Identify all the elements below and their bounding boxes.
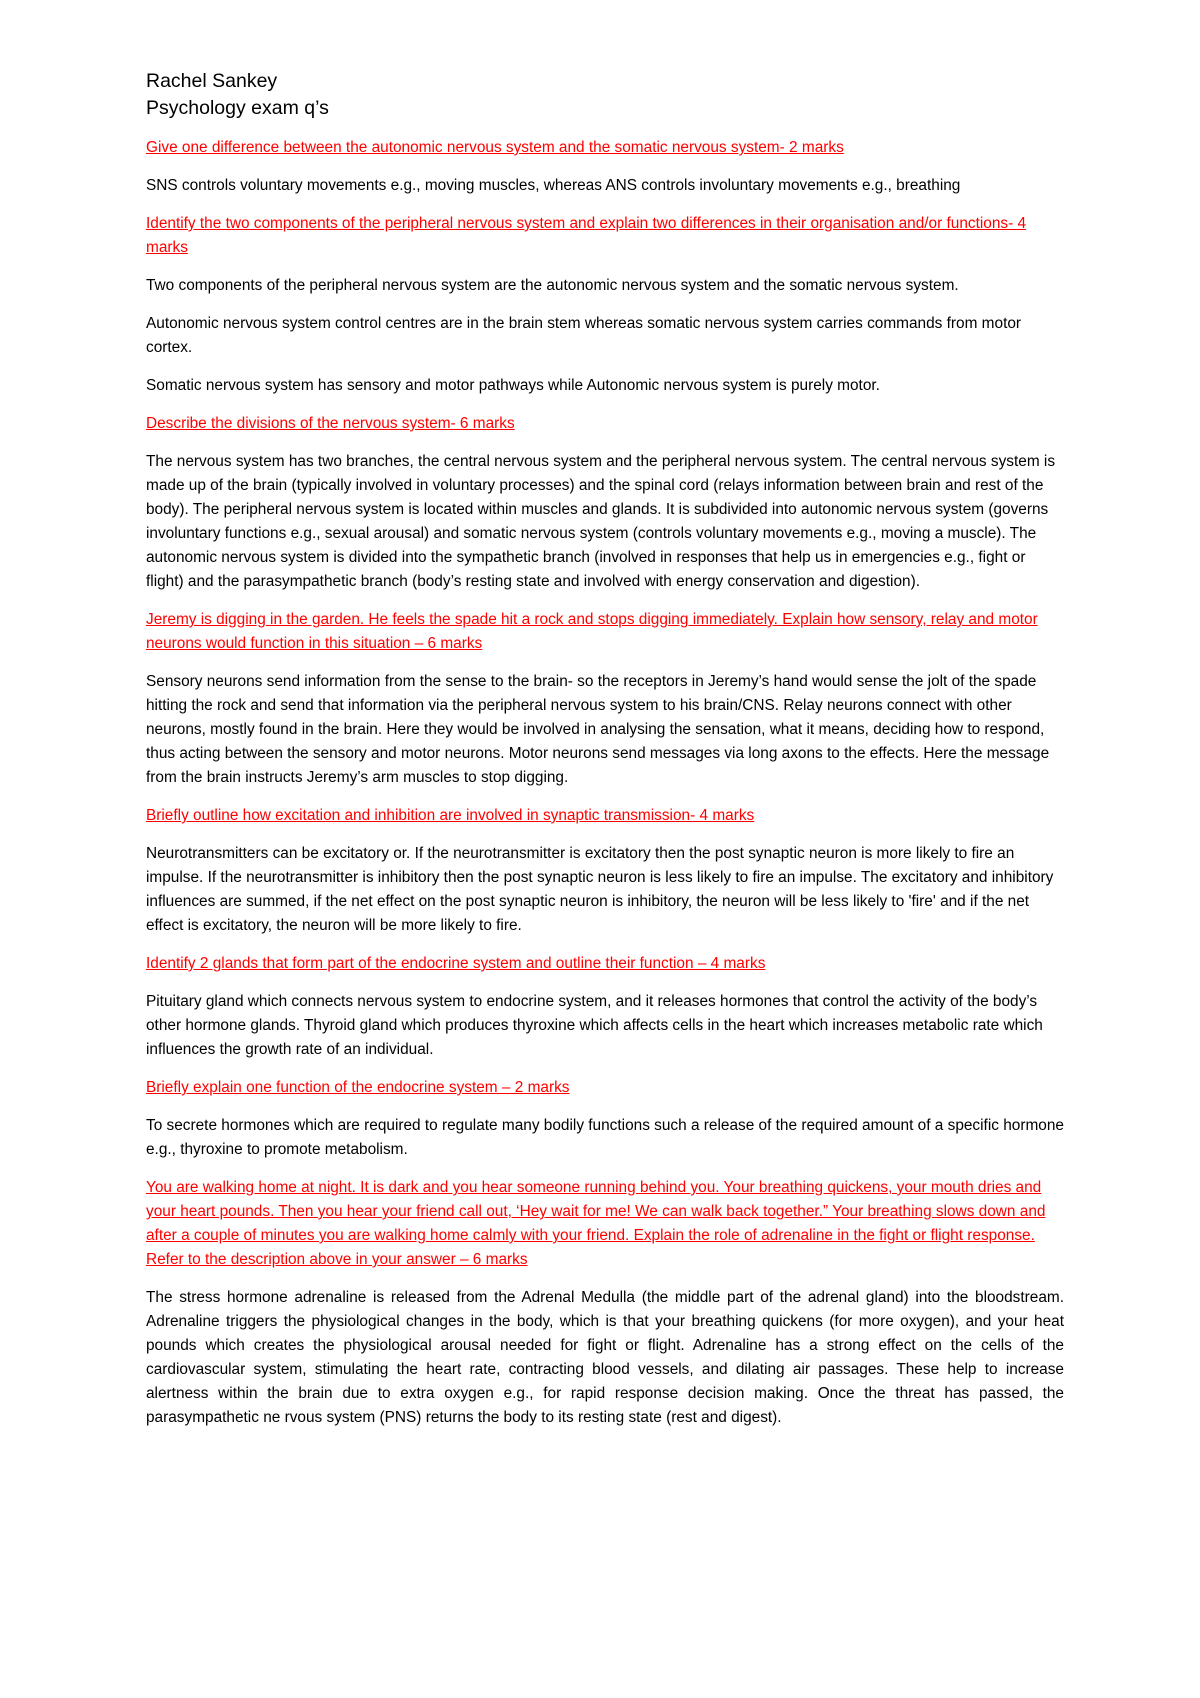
question-4: Jeremy is digging in the garden. He feels the spade hit a rock and stops digging immediately. Explain how sensory, relay and motor neurons would function in this situation – 6 marks bbox=[146, 611, 1038, 652]
answer-7: To secrete hormones which are required to regulate many bodily functions such a release of the required amount of a specific hormone e.g., thyroxine to promote metabolism. bbox=[146, 1117, 1064, 1158]
answer-5: Neurotransmitters can be excitatory or. If the neurotransmitter is excitatory then the post synaptic neuron is more likely to fire an impulse. If the neurotransmitter is inhibitory then the post synaptic neuron is less likely to fire an impulse. The excitatory and inhibitory influences are summed, if the net effect on the post synaptic neuron is inhibitory, the neuron will be less likely to 'fire' and if the net effect is excitatory, the neuron will be more likely to fire. bbox=[146, 845, 1054, 934]
answer-2-paragraph-3: Somatic nervous system has sensory and motor pathways while Autonomic nervous system is purely motor. bbox=[146, 377, 880, 394]
document-page bbox=[146, 68, 1064, 1444]
document-header bbox=[146, 68, 1064, 122]
answer-6: Pituitary gland which connects nervous system to endocrine system, and it releases hormones that control the activity of the body’s other hormone glands. Thyroid gland which produces thyroxine which affects cells in the heart which increases metabolic rate which influences the growth rate of an individual. bbox=[146, 993, 1043, 1058]
document-title: Psychology exam q’s bbox=[146, 97, 329, 119]
question-8: You are walking home at night. It is dark and you hear someone running behind you. Your breathing quickens, your mouth dries and your heart pounds. Then you hear your friend call out, ‘Hey wait for me! We can walk back together.” Your breathing slows down and after a couple of minutes you are walking home calmly with your friend. Explain the role of adrenaline in the fight or flight response. Refer to the description above in your answer – 6 marks bbox=[146, 1179, 1046, 1268]
question-3: Describe the divisions of the nervous system- 6 marks bbox=[146, 415, 515, 432]
question-5: Briefly outline how excitation and inhibition are involved in synaptic transmission- 4 marks bbox=[146, 807, 755, 824]
answer-4: Sensory neurons send information from the sense to the brain- so the receptors in Jeremy’s hand would sense the jolt of the spade hitting the rock and send that information via the peripheral nervous system to his brain/CNS. Relay neurons connect with other neurons, mostly found in the brain. Here they would be involved in analysing the sensation, what it means, deciding how to respond, thus acting between the sensory and motor neurons. Motor neurons send messages via long axons to the effects. Here the message from the brain instructs Jeremy’s arm muscles to stop digging. bbox=[146, 673, 1050, 786]
author-name: Rachel Sankey bbox=[146, 70, 278, 92]
question-6: Identify 2 glands that form part of the endocrine system and outline their function – 4 marks bbox=[146, 955, 766, 972]
question-2: Identify the two components of the peripheral nervous system and explain two differences in their organisation and/or functions- 4 marks bbox=[146, 215, 1027, 256]
answer-1: SNS controls voluntary movements e.g., moving muscles, whereas ANS controls involuntary movements e.g., breathing bbox=[146, 177, 961, 194]
answer-2-paragraph-1: Two components of the peripheral nervous system are the autonomic nervous system and the somatic nervous system. bbox=[146, 277, 959, 294]
question-7: Briefly explain one function of the endocrine system – 2 marks bbox=[146, 1079, 570, 1096]
answer-3: The nervous system has two branches, the central nervous system and the peripheral nervous system. The central nervous system is made up of the brain (typically involved in voluntary processes) and the spinal cord (relays information between brain and rest of the body). The peripheral nervous system is located within muscles and glands. It is subdivided into autonomic nervous system (governs involuntary functions e.g., sexual arousal) and somatic nervous system (controls voluntary movements e.g., moving a muscle). The autonomic nervous system is divided into the sympathetic branch (involved in responses that help us in emergencies e.g., fight or flight) and the parasympathetic branch (body’s resting state and involved with energy conservation and digestion). bbox=[146, 453, 1056, 590]
answer-8: The stress hormone adrenaline is released from the Adrenal Medulla (the middle part of the adrenal gland) into the bloodstream. Adrenaline triggers the physiological changes in the body, which is that your breathing quickens (for more oxygen), and your heat pounds which creates the physiological arousal needed for fight or flight. Adrenaline has a strong effect on the cells of the cardiovascular system, stimulating the heart rate, contracting blood vessels, and dilating air passages. These help to increase alertness within the brain due to extra oxygen e.g., for rapid response decision making. Once the threat has passed, the parasympathetic ne rvous system (PNS) returns the body to its resting state (rest and digest). bbox=[146, 1289, 1064, 1426]
answer-2-paragraph-2: Autonomic nervous system control centres are in the brain stem whereas somatic nervous system carries commands from motor cortex. bbox=[146, 315, 1022, 356]
question-1: Give one difference between the autonomic nervous system and the somatic nervous system- 2 marks bbox=[146, 139, 844, 156]
